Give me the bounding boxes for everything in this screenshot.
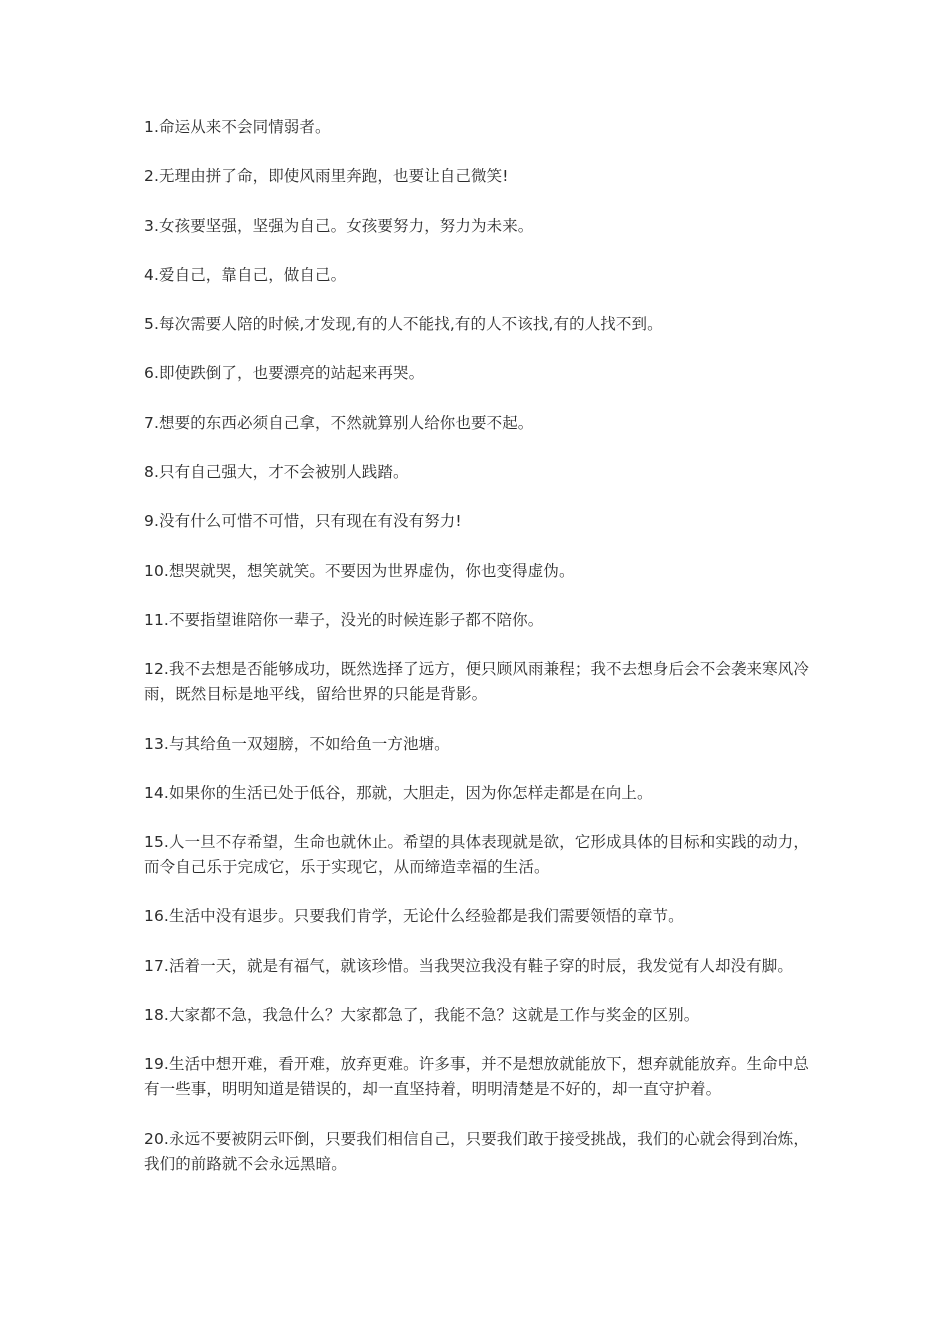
- quote-item: 3.女孩要坚强，坚强为自己。女孩要努力，努力为未来。: [144, 216, 534, 235]
- quote-item: 19.生活中想开难，看开难，放弃更难。许多事，并不是想放就能放下，想弃就能放弃。生命中总有一些事，明明知道是错误的，却一直坚持着，明明清楚是不好的，却一直守护着。: [144, 1055, 809, 1099]
- quote-item: 10.想哭就哭，想笑就笑。不要因为世界虚伪，你也变得虚伪。: [144, 561, 575, 580]
- quote-item: 13.与其给鱼一双翅膀，不如给鱼一方池塘。: [144, 734, 450, 753]
- quote-item: 18.大家都不急，我急什么？大家都急了，我能不急？这就是工作与奖金的区别。: [144, 1006, 700, 1025]
- quote-item: 11.不要指望谁陪你一辈子，没光的时候连影子都不陪你。: [144, 610, 544, 629]
- quote-item: 16.生活中没有退步。只要我们肯学，无论什么经验都是我们需要领悟的章节。: [144, 907, 684, 926]
- quote-list: [144, 115, 809, 1201]
- quote-item: 15.人一旦不存希望，生命也就休止。希望的具体表现就是欲，它形成具体的目标和实践的动力，而令自己乐于完成它，乐于实现它，从而缔造幸福的生活。: [144, 833, 809, 877]
- quote-item: 17.活着一天，就是有福气，就该珍惜。当我哭泣我没有鞋子穿的时辰，我发觉有人却没有脚。: [144, 956, 793, 975]
- quote-item: 1.命运从来不会同情弱者。: [144, 118, 331, 136]
- quote-item: 9.没有什么可惜不可惜，只有现在有没有努力!: [144, 512, 462, 531]
- quote-item: 12.我不去想是否能够成功，既然选择了远方，便只顾风雨兼程；我不去想身后会不会袭来寒风冷雨，既然目标是地平线，留给世界的只能是背影。: [144, 660, 809, 704]
- quote-item: 4.爱自己，靠自己，做自己。: [144, 265, 347, 284]
- quote-item: 7.想要的东西必须自己拿，不然就算别人给你也要不起。: [144, 413, 534, 432]
- quote-item: 5.每次需要人陪的时候,才发现,有的人不能找,有的人不该找,有的人找不到。: [144, 315, 663, 334]
- quote-item: 2.无理由拼了命，即使风雨里奔跑，也要让自己微笑!: [144, 167, 509, 186]
- quote-item: 8.只有自己强大，才不会被别人践踏。: [144, 463, 409, 482]
- quote-item: 20.永远不要被阴云吓倒，只要我们相信自己，只要我们敢于接受挑战，我们的心就会得到冶炼，我们的前路就不会永远黑暗。: [144, 1129, 809, 1173]
- quote-item: 14.如果你的生活已处于低谷，那就，大胆走，因为你怎样走都是在向上。: [144, 783, 653, 802]
- quote-item: 6.即使跌倒了，也要漂亮的站起来再哭。: [144, 364, 425, 383]
